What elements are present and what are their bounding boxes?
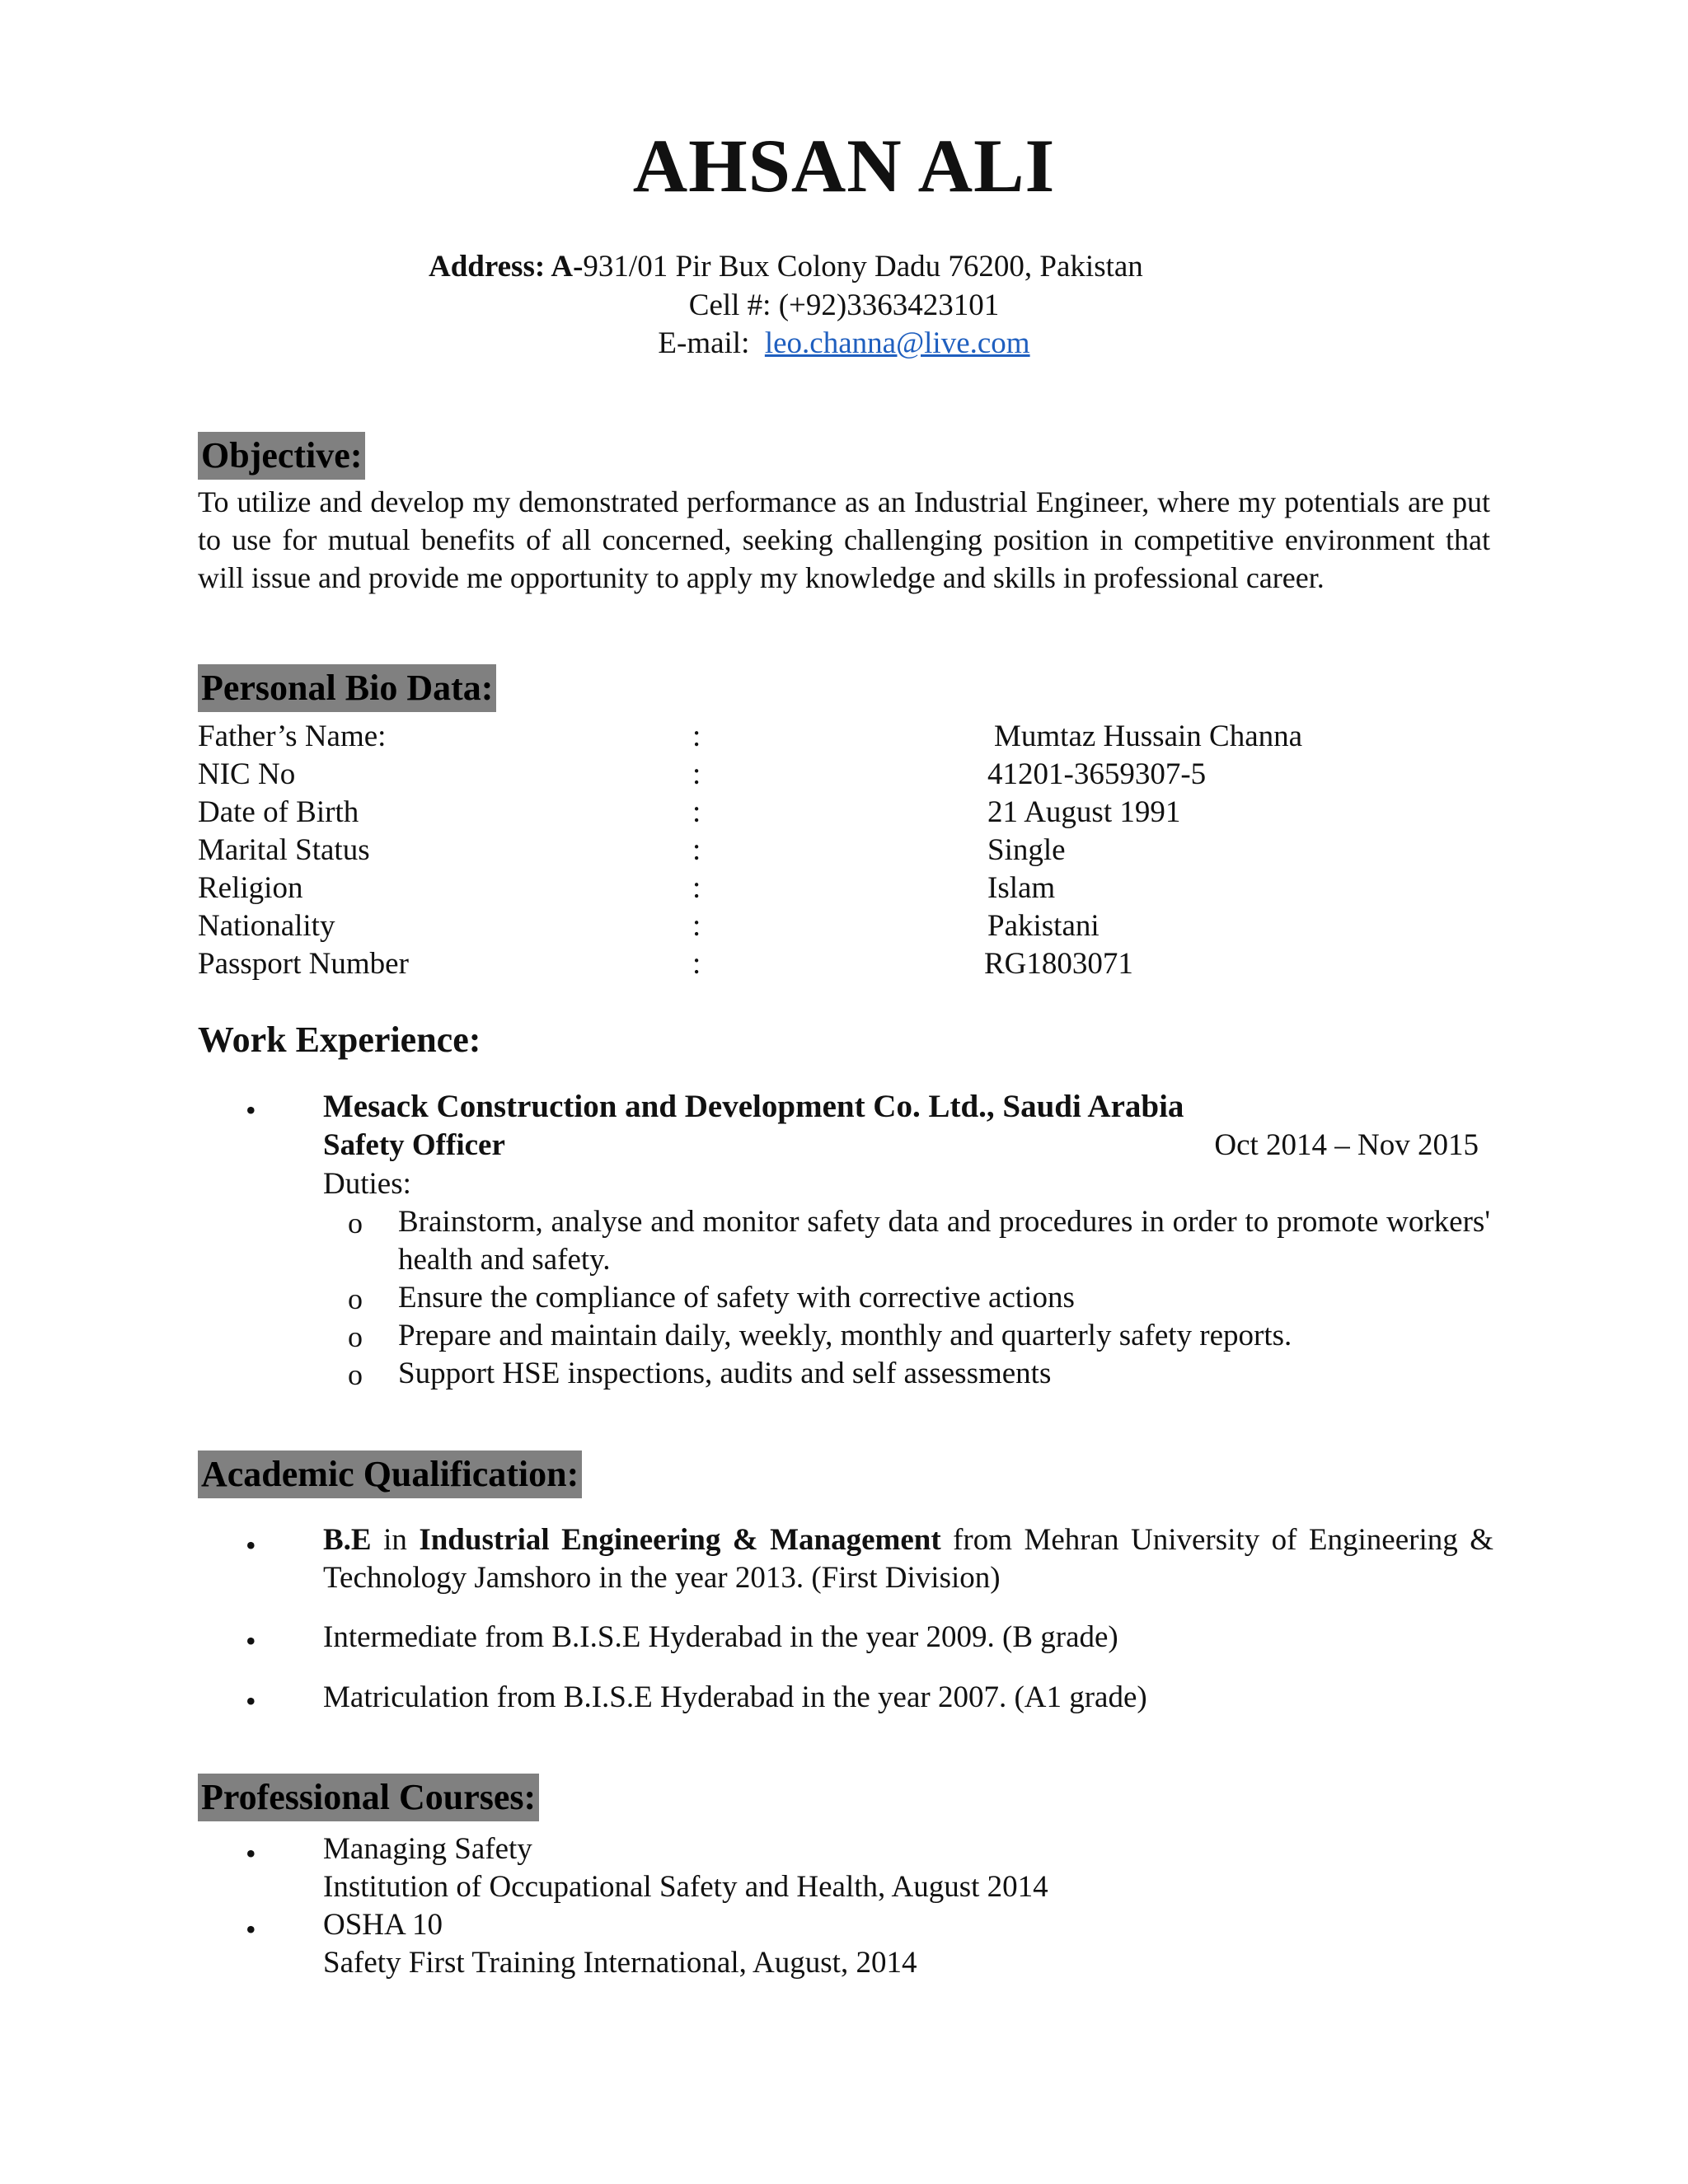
bio-row — [198, 757, 1517, 794]
bio-row — [198, 946, 1517, 984]
email-link[interactable]: leo.channa@live.com — [764, 326, 1030, 360]
duty-item: Support HSE inspections, audits and self assessments — [398, 1357, 1052, 1390]
bullet-icon: • — [246, 1529, 256, 1562]
address-value: 931/01 Pir Bux Colony Dadu 76200, Pakistan — [583, 250, 1143, 284]
bio-separator: : — [692, 909, 701, 943]
bio-label: Father’s Name: — [198, 719, 387, 753]
address-line — [429, 249, 1143, 284]
bio-row — [198, 794, 1517, 832]
bio-row — [198, 908, 1517, 946]
courses-heading: Professional Courses: — [198, 1774, 539, 1821]
degree-details: from Mehran University of Engineering & Technology Jamshoro in the year 2013. (First Division) — [323, 1523, 1493, 1595]
bio-value: 21 August 1991 — [987, 795, 1181, 829]
bio-row — [198, 870, 1517, 908]
sub-bullet-icon: o — [348, 1320, 363, 1353]
job-dates: Oct 2014 – Nov 2015 — [1214, 1128, 1479, 1162]
bio-separator: : — [692, 947, 701, 981]
duty-item: Prepare and maintain daily, weekly, monthly and quarterly safety reports. — [398, 1319, 1292, 1352]
bio-label: Nationality — [198, 909, 335, 943]
objective-text: To utilize and develop my demonstrated performance as an Industrial Engineer, where my potentials are put to use for mutual benefits of all concerned, seeking challenging position in competitive environment that will issue and provide me opportunity to apply my knowledge and skills in professional career. — [198, 485, 1490, 594]
bullet-icon: • — [246, 1837, 256, 1870]
bio-row — [198, 719, 1517, 757]
bio-separator: : — [692, 795, 701, 829]
sub-bullet-icon: o — [348, 1207, 363, 1240]
company-name: Mesack Construction and Development Co. Ltd., Saudi Arabia — [323, 1089, 1184, 1124]
bio-separator: : — [692, 757, 701, 791]
bio-row — [198, 832, 1517, 870]
qualification-item: Matriculation from B.I.S.E Hyderabad in the year 2007. (A1 grade) — [323, 1680, 1147, 1714]
degree-in: in — [371, 1523, 420, 1557]
job-role: Safety Officer — [323, 1128, 505, 1162]
bullet-icon: • — [246, 1094, 256, 1127]
qualification-item: Intermediate from B.I.S.E Hyderabad in the year 2009. (B grade) — [323, 1620, 1118, 1654]
degree-field: Industrial Engineering & Management — [419, 1523, 941, 1557]
sub-bullet-icon: o — [348, 1282, 363, 1315]
bio-separator: : — [692, 833, 701, 867]
bullet-icon: • — [246, 1913, 256, 1946]
duties-label: Duties: — [323, 1167, 411, 1201]
email-line — [0, 326, 1688, 361]
course-detail: Safety First Training International, August, 2014 — [323, 1946, 917, 1980]
bio-separator: : — [692, 871, 701, 905]
cell-line: Cell #: (+92)3363423101 — [688, 288, 1000, 322]
bio-label: Religion — [198, 871, 303, 905]
bio-value: Pakistani — [987, 909, 1100, 943]
objective-heading: Objective: — [198, 432, 365, 480]
work-heading: Work Experience: — [198, 1019, 481, 1060]
course-title: Managing Safety — [323, 1832, 532, 1866]
bio-value: Islam — [987, 871, 1056, 905]
bio-value: Single — [987, 833, 1066, 867]
bio-label: Passport Number — [198, 947, 409, 981]
bio-label: Date of Birth — [198, 795, 359, 829]
bullet-icon: • — [246, 1624, 256, 1657]
bio-heading: Personal Bio Data: — [198, 664, 496, 712]
bio-value: 41201-3659307-5 — [987, 757, 1207, 791]
address-label: Address: A- — [429, 250, 584, 284]
degree-name: B.E — [323, 1523, 372, 1557]
course-detail: Institution of Occupational Safety and Health, August 2014 — [323, 1870, 1048, 1904]
bio-separator: : — [692, 719, 701, 753]
duty-item: Ensure the compliance of safety with corrective actions — [398, 1281, 1075, 1315]
email-label: E-mail: — [658, 326, 750, 360]
bullet-icon: • — [246, 1685, 256, 1718]
bio-label: Marital Status — [198, 833, 370, 867]
bio-value: RG1803071 — [984, 947, 1133, 981]
sub-bullet-icon: o — [348, 1358, 363, 1391]
course-title: OSHA 10 — [323, 1908, 443, 1942]
duty-item: Brainstorm, analyse and monitor safety data and procedures in order to promote workers' health and safety. — [398, 1205, 1490, 1277]
bio-value: Mumtaz Hussain Channa — [994, 719, 1303, 753]
candidate-name: AHSAN ALI — [632, 124, 1056, 208]
degree-be — [323, 1521, 1493, 1597]
bio-label: NIC No — [198, 757, 296, 791]
academic-heading: Academic Qualification: — [198, 1451, 582, 1498]
